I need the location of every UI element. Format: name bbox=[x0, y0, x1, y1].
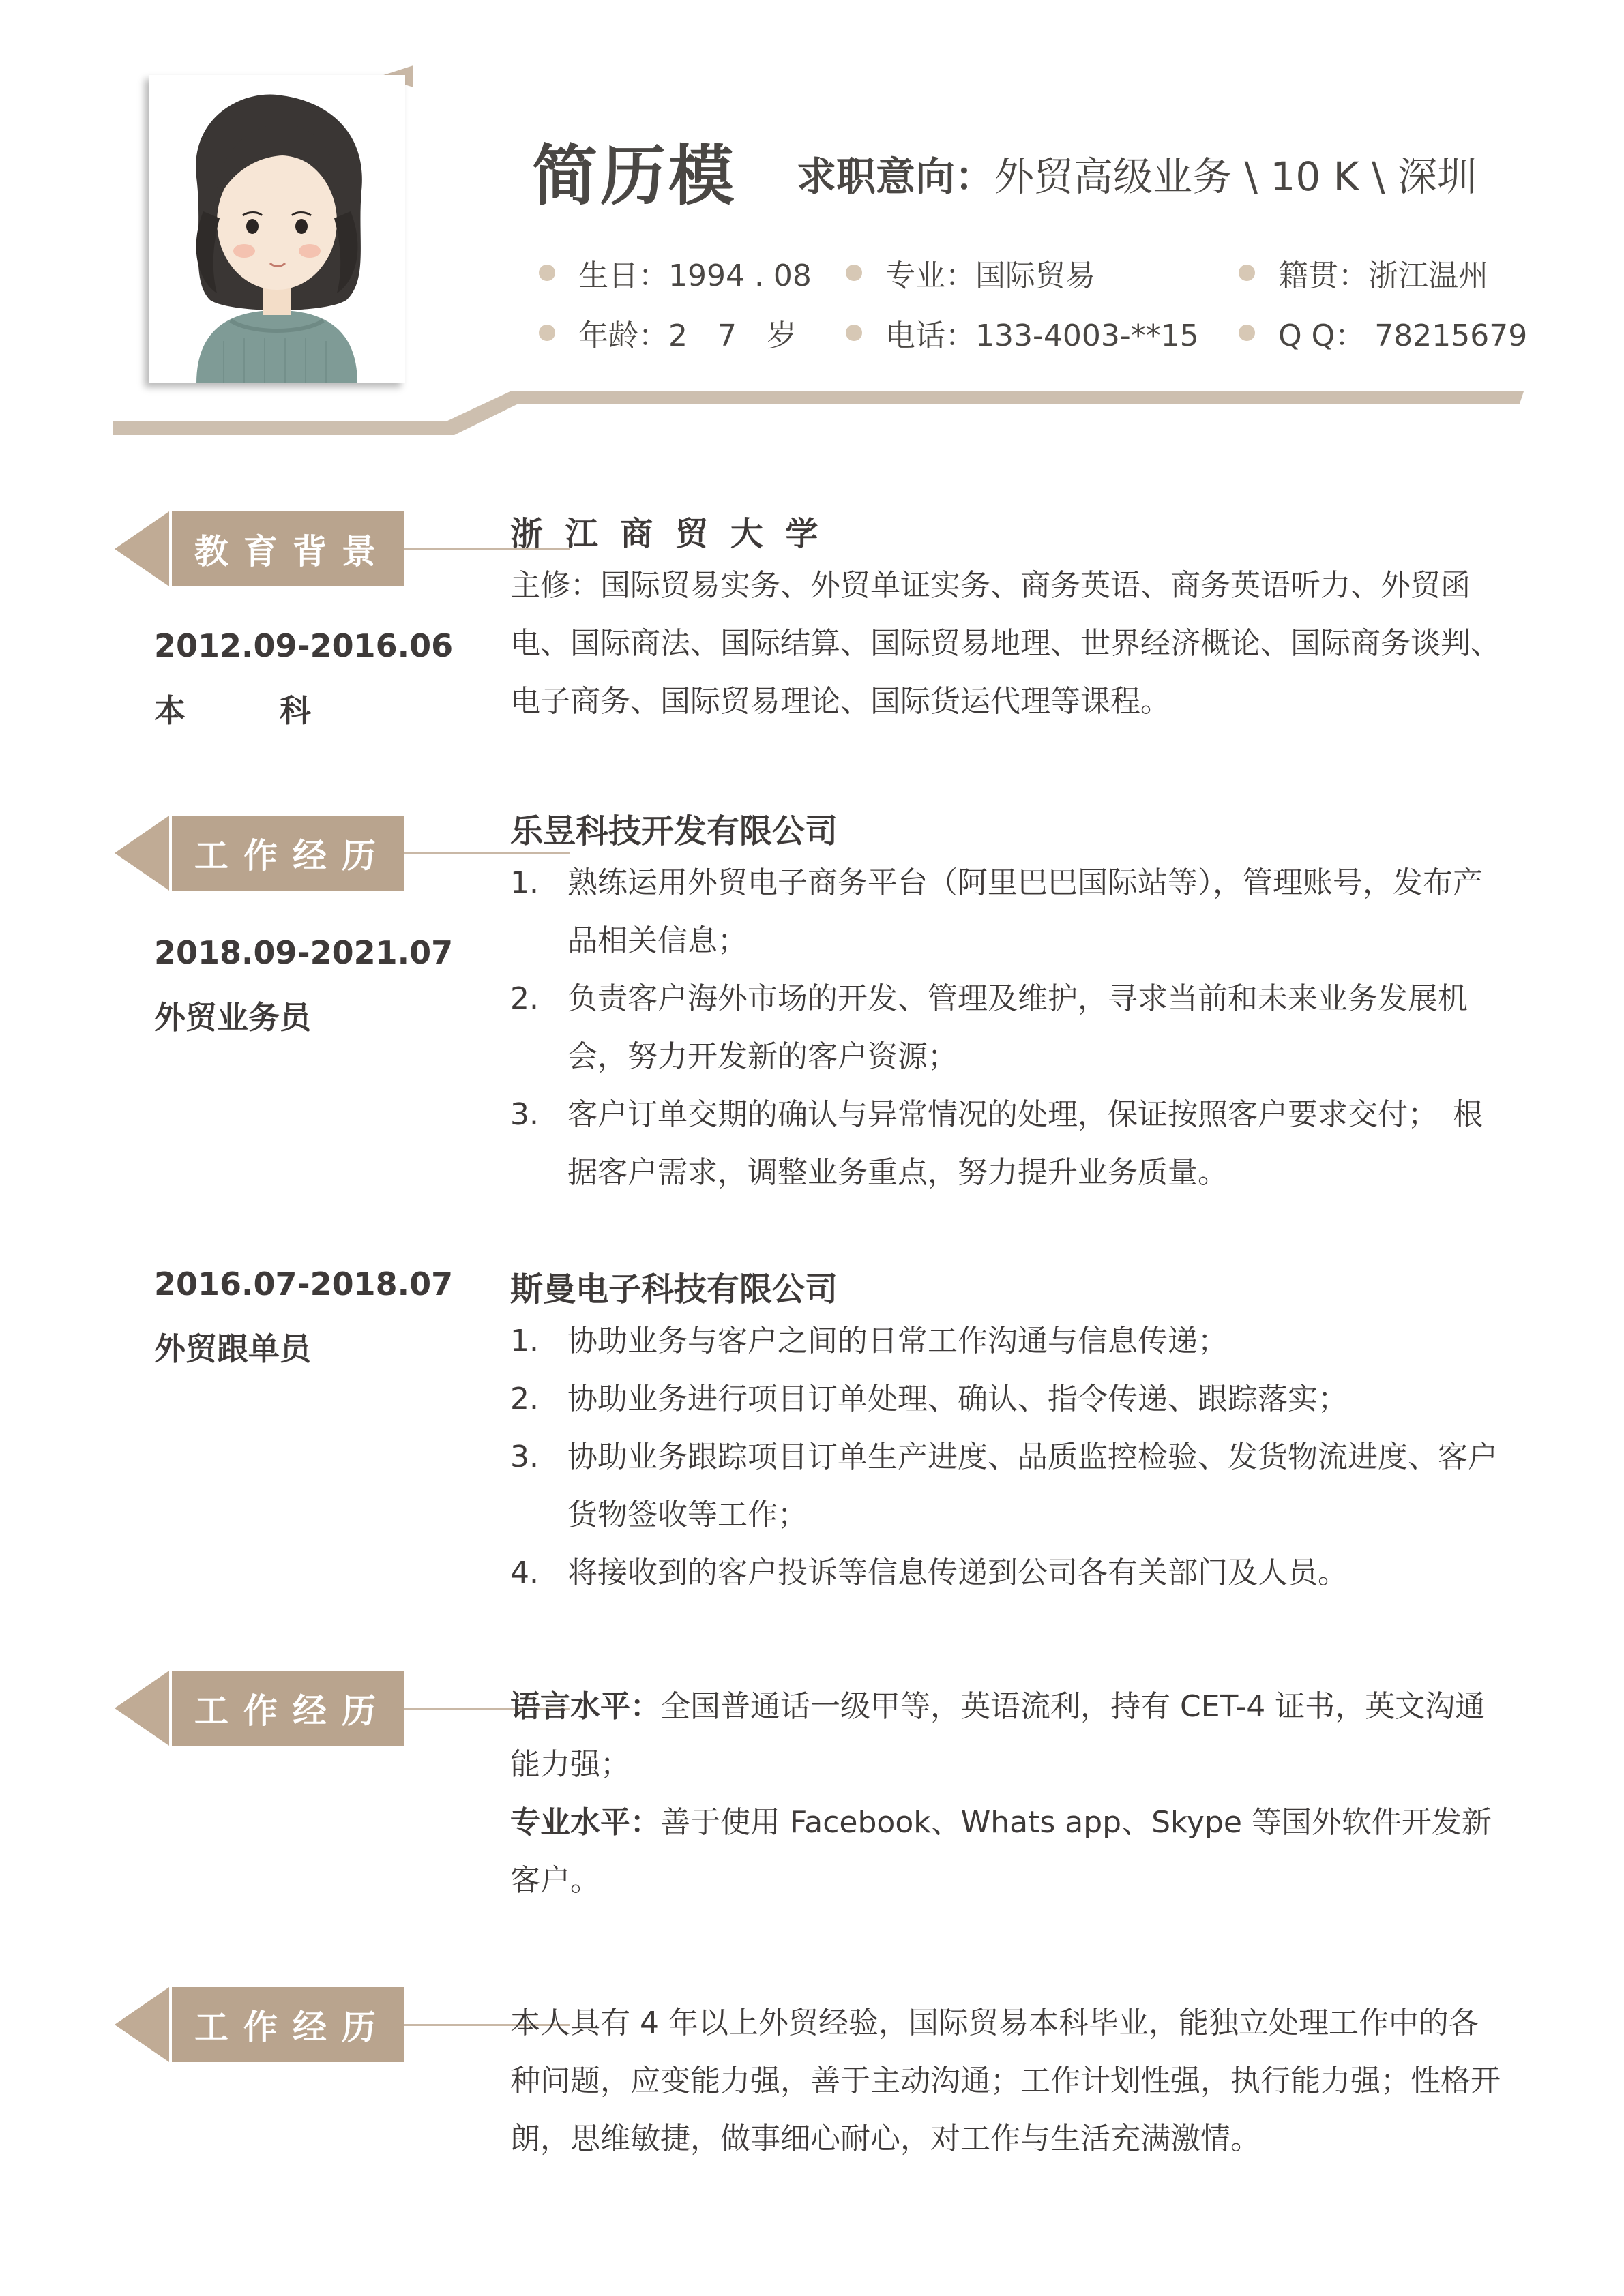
list-item: 3. 客户订单交期的确认与异常情况的处理，保证按照客户要求交付； 根据客户需求，调整业务重点，努力提升业务质量。 bbox=[510, 1097, 1483, 1190]
section-tag-education bbox=[115, 511, 415, 586]
section-tag-skills bbox=[115, 1671, 415, 1746]
job-intent-label: 求职意向： bbox=[797, 153, 995, 200]
section-tag-summary bbox=[115, 1987, 415, 2062]
school-name: 浙 江 商 贸 大 学 bbox=[510, 515, 824, 553]
arrow-left-icon bbox=[115, 816, 169, 891]
list-item: 1. 熟练运用外贸电子商务平台（阿里巴巴国际站等），管理账号，发布产品相关信息； bbox=[510, 865, 1483, 958]
arrow-left-icon bbox=[115, 1987, 169, 2062]
job-period: 2016.07-2018.07 bbox=[154, 1266, 454, 1302]
info-hometown: 籍贯：浙江温州 bbox=[1239, 251, 1488, 295]
job-duties bbox=[510, 854, 1506, 1202]
arrow-left-icon bbox=[115, 1671, 169, 1746]
education-period: 2012.09-2016.06 bbox=[154, 627, 454, 664]
bullet-dot-icon bbox=[846, 325, 862, 341]
job-period: 2018.09-2021.07 bbox=[154, 934, 454, 971]
resume-name: 简历模 bbox=[532, 138, 737, 214]
education-courses: 主修：国际贸易实务、外贸单证实务、商务英语、商务英语听力、外贸函电、国际商法、国际结算、国际贸易地理、世界经济概论、国际商务谈判、电子商务、国际贸易理论、国际货运代理等课程。 bbox=[510, 568, 1501, 719]
profile-photo bbox=[149, 75, 405, 383]
bullet-dot-icon bbox=[1239, 325, 1255, 341]
info-qq: Q Q： 78215679 bbox=[1239, 311, 1527, 355]
arrow-left-icon bbox=[115, 511, 169, 586]
self-summary: 本人具有 4 年以上外贸经验，国际贸易本科毕业，能独立处理工作中的各种问题，应变能力强，善于主动沟通；工作计划性强，执行能力强；性格开朗，思维敏捷，做事细心耐心，对工作与生活充满激情。 bbox=[510, 2006, 1501, 2156]
list-item: 3. 协助业务跟踪项目订单生产进度、品质监控检验、发货物流进度、客户货物签收等工作； bbox=[510, 1440, 1498, 1532]
avatar-illustration bbox=[149, 75, 405, 383]
skills-text bbox=[510, 1678, 1506, 1909]
list-item: 2. 协助业务进行项目订单处理、确认、指令传递、跟踪落实； bbox=[510, 1382, 1348, 1416]
info-birthday: 生日：1994 . 08 bbox=[539, 251, 812, 295]
section-title: 工作经历 bbox=[172, 816, 404, 891]
company-name: 乐昱科技开发有限公司 bbox=[510, 812, 838, 850]
section-title: 教育背景 bbox=[172, 511, 404, 586]
section-title: 工作经历 bbox=[172, 1987, 404, 2062]
bullet-dot-icon bbox=[1239, 265, 1255, 281]
info-phone: 电话：133-4003-**15 bbox=[846, 311, 1199, 355]
company-name: 斯曼电子科技有限公司 bbox=[510, 1270, 838, 1309]
job-title: 外贸跟单员 bbox=[154, 1330, 311, 1367]
education-degree: 本 科 bbox=[154, 692, 311, 729]
job-intent bbox=[797, 145, 1477, 202]
info-major: 专业：国际贸易 bbox=[846, 251, 1095, 295]
bullet-dot-icon bbox=[539, 265, 555, 281]
job-duties bbox=[510, 1312, 1506, 1602]
job-intent-value: 外贸高级业务 \ 10 K \ 深圳 bbox=[994, 153, 1477, 200]
language-skill: 语言水平：全国普通话一级甲等，英语流利，持有 CET-4 证书，英文沟通能力强； bbox=[510, 1689, 1486, 1782]
info-age: 年龄：2 7 岁 bbox=[539, 311, 797, 355]
section-title: 工作经历 bbox=[172, 1671, 404, 1746]
bullet-dot-icon bbox=[539, 325, 555, 341]
list-item: 2. 负责客户海外市场的开发、管理及维护，寻求当前和未来业务发展机会，努力开发新的客户资源； bbox=[510, 981, 1468, 1074]
job-title: 外贸业务员 bbox=[154, 999, 311, 1036]
bullet-dot-icon bbox=[846, 265, 862, 281]
professional-skill: 专业水平：善于使用 Facebook、Whats app、Skype 等国外软件开发新客户。 bbox=[510, 1805, 1492, 1898]
list-item: 1. 协助业务与客户之间的日常工作沟通与信息传递； bbox=[510, 1324, 1228, 1358]
list-item: 4. 将接收到的客户投诉等信息传递到公司各有关部门及人员。 bbox=[510, 1555, 1348, 1590]
section-tag-work bbox=[115, 816, 415, 891]
